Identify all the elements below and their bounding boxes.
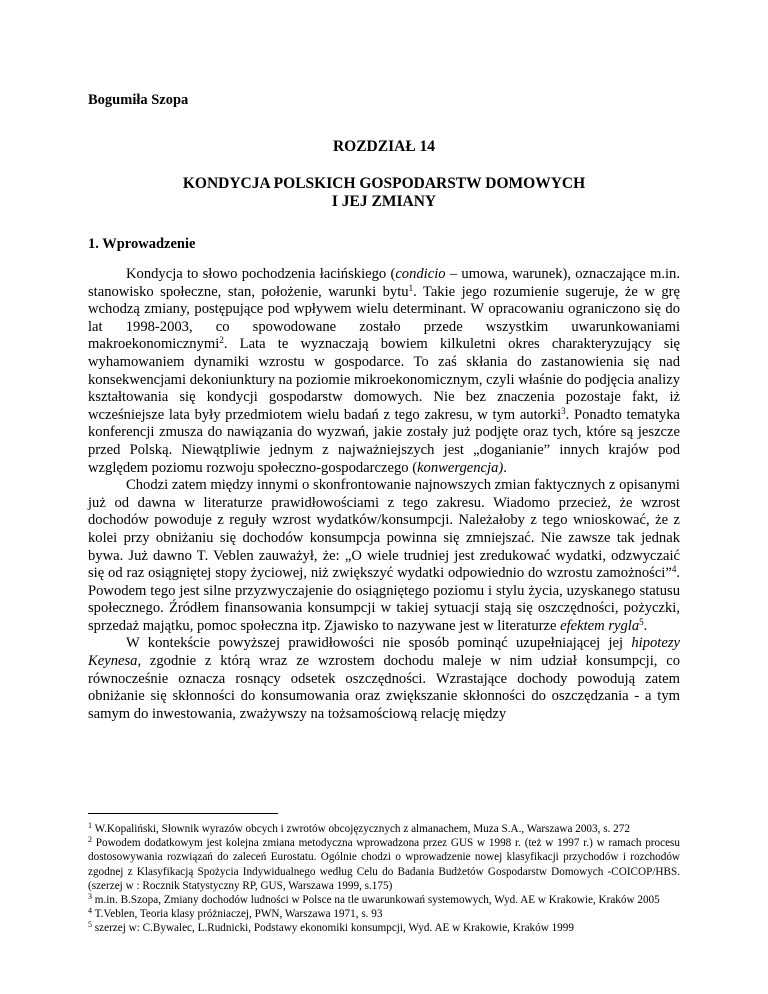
footnote	[88, 836, 680, 893]
paragraph-1	[88, 266, 680, 477]
latin-term: condicio	[395, 266, 446, 282]
text-span: W kontekście powyższej prawidłowości nie sposób pominąć uzupełniającej jej	[126, 635, 632, 652]
paragraph-3	[88, 635, 680, 723]
footnote-number: 2	[88, 835, 92, 845]
section-heading: 1. Wprowadzenie	[88, 236, 196, 252]
footnote-ref-1: 1	[408, 282, 414, 293]
text-span: . Lata te wyznaczają bowiem kilkuletni okres charakteryzujący się wyhamowaniem dynamiki wzrostu w gospodarce. To zaś skłania do zastanowienia się nad konsekwencjami dekoniunktury na poziomie mikroekonomicznym, czyli właśnie do podjęcia analizy kształtowania się kondycji gospodarstw domowych. Nie bez znaczenia pozostaje fakt, iż wcześniejsze lata były przedmiotem wielu badań z tego zakresu, w tym autorki	[88, 336, 680, 423]
footnote	[88, 921, 680, 935]
text-span: .	[503, 459, 507, 476]
paragraph-2	[88, 477, 680, 635]
italic-term: konwergencja)	[417, 459, 504, 476]
footnote-ref-2: 2	[219, 335, 224, 346]
italic-term: efektem rygla	[560, 617, 640, 634]
footnote-text: szerzej w: C.Bywalec, L.Rudnicki, Podstawy ekonomiki konsumpcji, Wyd. AE w Krakowie, Kraków 1999	[92, 922, 574, 935]
footnote-number: 1	[88, 821, 92, 830]
footnote-number: 5	[88, 920, 92, 930]
footnote-separator	[88, 813, 278, 814]
footnote	[88, 907, 680, 921]
text-span: Chodzi zatem między innymi o skonfrontowanie najnowszych zmian faktycznych z opisanymi już od dawna w literaturze prawidłowościami z tego zakresu. Wiadomo przecież, że wzrost dochodów powoduje z reguły wzrost wydatków/konsumpcji. Należałoby z tego wnioskować, że z kolei przy obniżaniu się dochodów konsumpcja powinna się zmniejszać. Nie zawsze tak jednak bywa. Już dawno T. Veblen zauważył, że: „O wiele trudniej jest zredukować wydatki, odzwyczaić się od raz osiągniętej stopy życiowej, niż zwiększyć wydatki odpowiednio do wzrostu zamożności”	[88, 477, 680, 582]
text-span: – umowa, warunek), oznaczające m.in. stanowisko społeczne, stan, położenie, warunki bytu	[88, 266, 680, 300]
footnote-text: W.Kopaliński, Słownik wyrazów obcych i zwrotów obcojęzycznych z almanachem, Muza S.A., Warszawa 2003, s. 272	[92, 823, 630, 835]
footnote-ref-5: 5	[639, 616, 644, 627]
footnote-number: 3	[88, 892, 92, 902]
footnote-text: T.Veblen, Teoria klasy próżniaczej, PWN, Warszawa 1971, s. 93	[92, 908, 383, 921]
text-span: . Takie jego rozumienie sugeruje, że w grę wchodzą zmiany, postępujące pod wpływem wielu determinant. W opracowaniu ograniczono się do lat 1998-2003, co spowodowane zostało przede wszystkim uwarunkowaniami makroekonomicznymi	[88, 283, 680, 353]
footnote	[88, 893, 680, 907]
text-span: zgodnie z którą wraz ze wzrostem dochodu maleje w nim udział konsumpcji, co równocześnie oznacza rosnący odsetek oszczędności. Wzrastające dochody powodują zatem obniżanie się skłonności do konsumowania oraz zwiększanie skłonności do oszczędzania - a tym samym do inwestowania, zważywszy na tożsamościową relację między	[88, 653, 680, 722]
italic-term: hipotezy Keynesa,	[88, 635, 680, 670]
footnote-text: Powodem dodatkowym jest kolejna zmiana metodyczna wprowadzona przez GUS w 1998 r. (też w 1997 r.) w ramach procesu dostosowywania rozwiązań do zaleceń Eurostatu. Ogólnie chodzi o wprowadzenie nowej klasyfikacji przychodów i rozchodów zgodnej z Klasyfikacją Spożycia Indywidualnego według Celu do Badania Budżetów Gospodarstw Domowych -COICOP/HBS. (szerzej w : Rocznik Statystyczny RP, GUS, Warszawa 1999, s.175)	[88, 837, 680, 892]
body-text	[88, 266, 680, 723]
footnote-number: 4	[88, 906, 92, 916]
text-span: Kondycja to słowo pochodzenia łacińskiego (	[126, 266, 396, 282]
footnote-ref-3: 3	[561, 405, 566, 416]
chapter-title	[88, 175, 680, 211]
author-name: Bogumiła Szopa	[88, 92, 189, 108]
chapter-title-line-1: KONDYCJA POLSKICH GOSPODARSTW DOMOWYCH	[182, 175, 586, 192]
chapter-heading: ROZDZIAŁ 14	[332, 138, 436, 155]
footnote	[88, 822, 680, 836]
chapter-title-line-2: I JEJ ZMIANY	[331, 193, 437, 210]
text-span: . Powodem tego jest silne przyzwyczajenie do osiągniętego poziomu i stylu życia, uzyskanego statusu społecznego. Źródłem finansowania konsumpcji w takiej sytuacji stają się oszczędności, pożyczki, sprzedaż majątku, pomoc społeczna itp. Zjawisko to nazywane jest w literaturze	[88, 565, 680, 634]
footnote-ref-4: 4	[671, 564, 677, 575]
footnotes	[88, 822, 680, 936]
text-span: .	[643, 617, 648, 634]
footnote-text: m.in. B.Szopa, Zmiany dochodów ludności w Polsce na tle uwarunkowań systemowych, Wyd. AE w Krakowie, Kraków 2005	[92, 894, 660, 907]
text-span: . Ponadto tematyka konferencji zmusza do nawiązania do wyzwań, jakie zostały już podjęte oraz tych, które są jeszcze przed Polską. Niewątpliwie jednym z najważniejszych jest „doganianie” innych krajów pod względem poziomu rozwoju społeczno-gospodarczego (	[88, 406, 680, 476]
